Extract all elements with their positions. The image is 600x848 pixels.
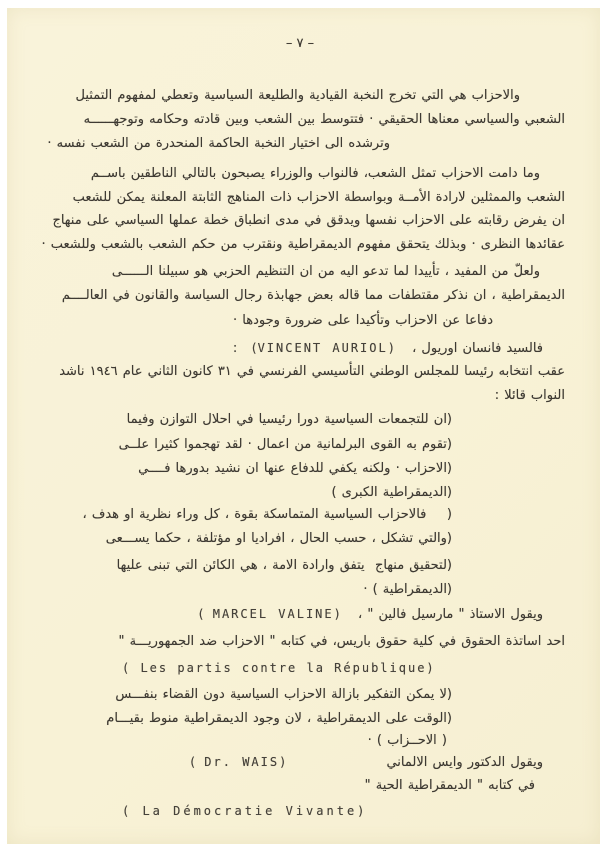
quote3-line2: (الوقت على الديمقراطية ، لان وجود الديمقراطية منوط بقيـــام [106, 711, 452, 726]
auriol-intro-arabic: فالسيد فانسان اوريول ، [412, 341, 543, 356]
quote3-line1: (لا يمكن التفكير بازالة الاحزاب السياسية دون القضاء بنفـــس [115, 687, 452, 702]
para1-line3: وترشده الى اختيار النخبة الحاكمة المنحدرة من الشعب نفسه · [47, 136, 390, 151]
wais-book-title-latin: ( La Démocratie Vivante) [122, 804, 368, 818]
quote1-line3: (الاحزاب · ولكنه يكفي للدفاع عنها ان نشيد بدورها فــــي [138, 461, 452, 476]
para2-line4: عقائدها النظرى · وبذلك يتحقق مفهوم الديمقراطية ونقترب من حكم الشعب بالشعب وللشعب · [41, 237, 565, 252]
wais-name-latin: ( Dr. WAIS) [188, 755, 287, 769]
valine-book-title-latin: ( Les partis contre la République) [122, 661, 436, 675]
valine-intro-arabic: ويقول الاستاذ " مارسيل فالين " ، [358, 607, 543, 622]
para3-line3: دفاعا عن الاحزاب وتأكيدا على ضرورة وجودها · [233, 313, 493, 328]
wais-intro-arabic: ويقول الدكتور وايس الالماني [386, 755, 543, 770]
valine-name-latin: ( MARCEL VALINE) [197, 607, 341, 621]
para2-line3: ان يفرض رقابته على الاحزاب نفسها ويدقق في مدى انطباق خطة عملها السياسي على منهاج [52, 213, 565, 228]
auriol-attribution-line [233, 340, 543, 357]
page-number: – ٧ – [285, 36, 315, 51]
page-scan [7, 8, 600, 844]
quote1-line2: (تقوم به القوى البرلمانية من اعمال · لقد تهجموا كثيرا علــى [118, 437, 452, 452]
quote2-line2: (والتي تشكل ، حسب الحال ، افراديا او مؤتلفة ، حكما يســـعى [105, 531, 452, 546]
auriol-context-line1: عقب انتخابه رئيسا للمجلس الوطني التأسيسي الفرنسي في ٣١ كانون الثاني عام ١٩٤٦ ناشد [59, 364, 565, 379]
quote2-line4: (الديمقراطية ) · [363, 582, 452, 597]
quote3-line3: ( الاحــزاب ) · [367, 733, 447, 748]
para3-line2: الديمقراطية ، ان نذكر مقتطفات مما قاله بعض جهابذة رجال السياسة والقانون في العالــــم [61, 288, 565, 303]
para3-line1: ولعلّ من المفيد ، تأييدا لما تدعو اليه من ان التنظيم الحزبي هو سبيلنا الــــــى [111, 264, 540, 279]
para2-line2: الشعب والممثلين لارادة الأمــة وبواسطة الاحزاب ذات المناهج الثابتة المعلنة يمكن للشعب [72, 190, 565, 205]
wais-book-arabic-line: في كتابه " الديمقراطية الحية " [364, 778, 535, 793]
valine-description-line: احد اساتذة الحقوق في كلية حقوق باريس، في كتابه " الاحزاب ضد الجمهوريـــة " [118, 634, 565, 649]
quote2-line1: ( فالاحزاب السياسية المتماسكة بقوة ، كل وراء نظرية او هدف ، [82, 507, 452, 522]
auriol-colon-mark: : [232, 341, 238, 356]
quote1-line1: (ان للتجمعات السياسية دورا رئيسيا في احلال التوازن وفيما [126, 412, 452, 427]
valine-attribution-line [197, 606, 543, 623]
auriol-name-latin: (VINCENT AURIOL) [250, 341, 395, 355]
wais-attribution-line [189, 754, 543, 771]
auriol-context-line2: النواب قائلا : [494, 388, 565, 403]
para1-line2: الشعبي والسياسي معناها الحقيقي · فتتوسط بين الشعب وبين قادته وحكامه وتوجهــــــه [83, 112, 565, 127]
para2-line1: وما دامت الاحزاب تمثل الشعب، فالنواب والوزراء يصبحون بالتالي الناطقين باســم [90, 166, 540, 181]
quote2-line3: (لتحقيق منهاج يتفق وارادة الامة ، هي الكائن التي تبنى عليها [116, 558, 452, 573]
para1-line1: والاحزاب هي التي تخرج النخبة القيادية والطليعة السياسية وتعطي لمفهوم التمثيل [75, 88, 520, 103]
quote1-line4: (الديمقراطية الكبرى ) [331, 485, 452, 500]
